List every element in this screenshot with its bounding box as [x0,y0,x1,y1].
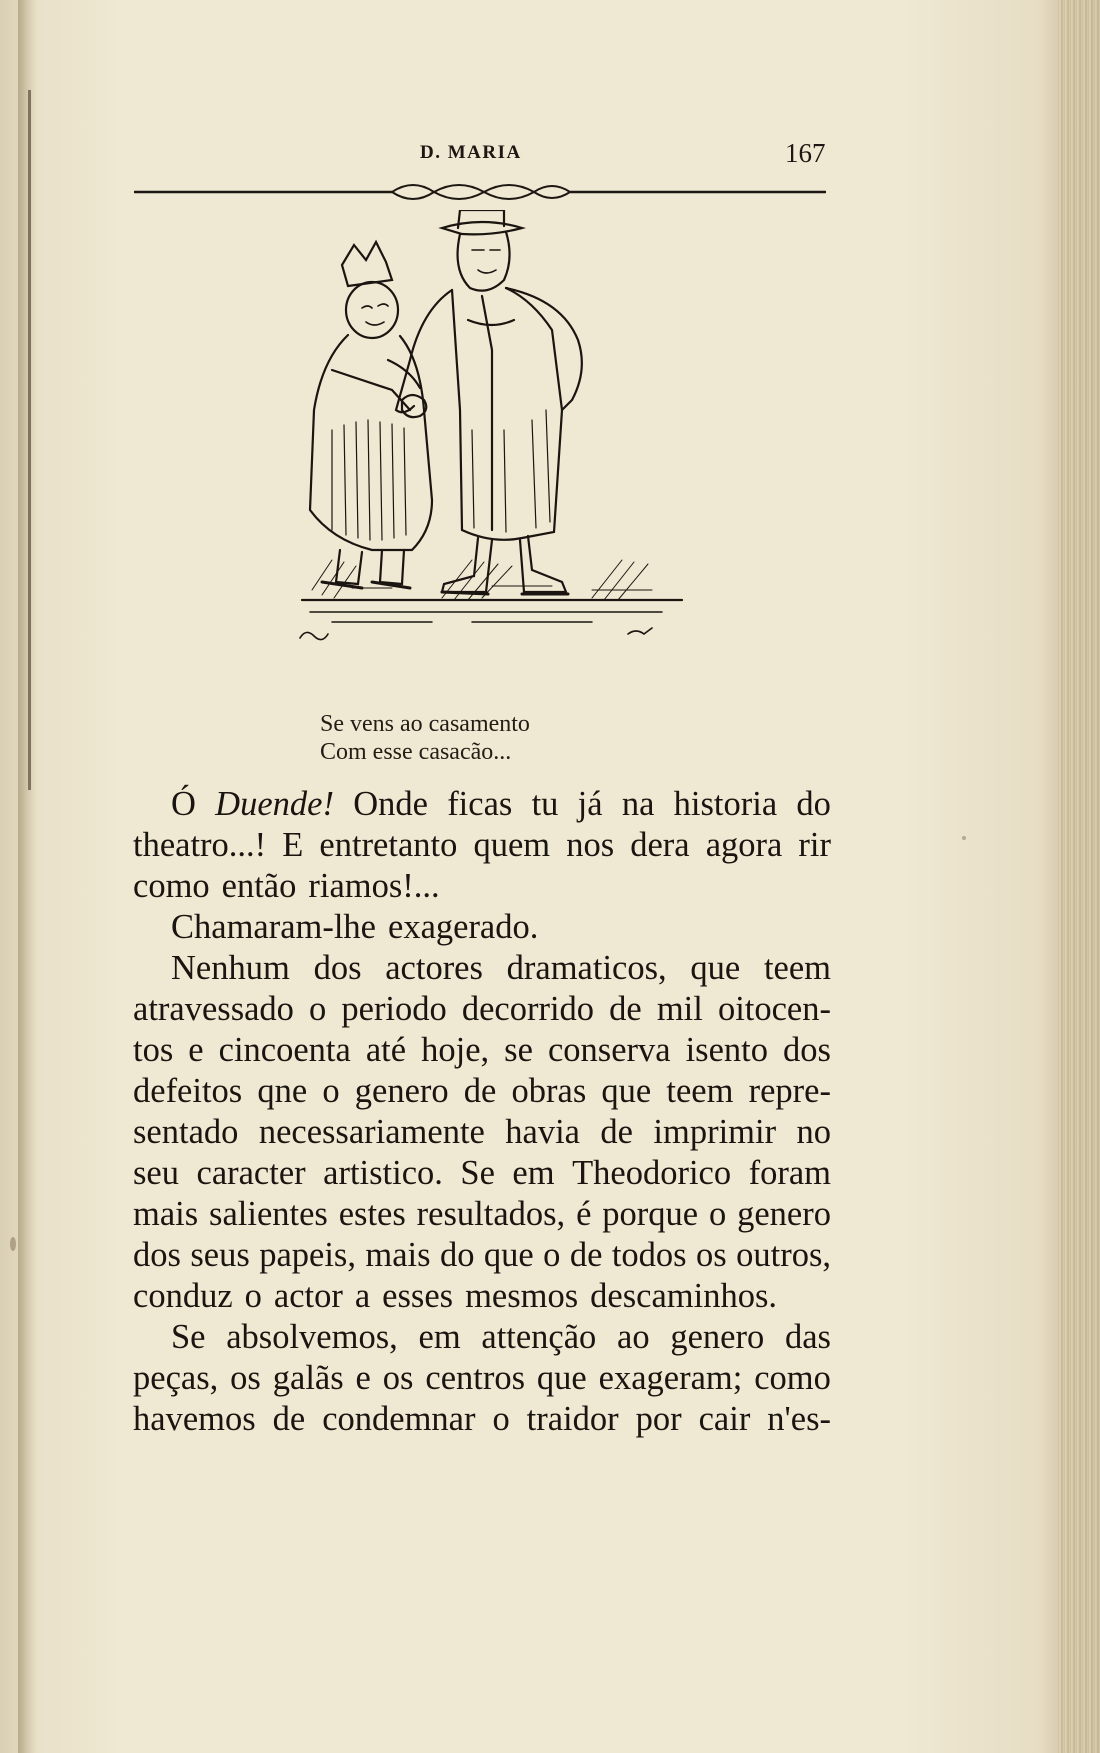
word: Theodorico [572,1154,732,1192]
word: genero [737,1195,831,1233]
word: obras [511,1072,587,1110]
word: no [796,1113,831,1151]
word: até [365,1031,407,1069]
word: havemos [133,1400,256,1438]
ink-speck [962,836,966,840]
word: centros [425,1359,526,1397]
text-line [133,989,831,1030]
word: agora [705,826,783,864]
word: em [512,1154,555,1192]
word: imprimir [653,1113,777,1151]
word: os [696,1236,727,1274]
ink-speck [10,1237,16,1251]
word: quem [473,826,551,864]
word: condemnar [322,1400,476,1438]
engraving-two-figures-icon [292,210,692,680]
word: de [609,990,642,1028]
text-line [133,825,831,866]
caption-line: Com esse casacão... [320,739,512,765]
word: salientes [209,1195,328,1233]
word: o [492,1400,510,1438]
word: historia [673,785,778,823]
word: o [543,1236,561,1274]
page-edges [1058,0,1100,1753]
word: galãs [272,1359,344,1397]
word: sentado [133,1113,239,1151]
word: e [355,1359,371,1397]
word: Se [171,1318,206,1356]
word: do [796,785,831,823]
word: cincoenta [218,1031,351,1069]
text-line [133,1358,831,1399]
word: que [690,949,741,987]
word: nos [566,826,615,864]
word: rir [798,826,831,864]
word: actor [273,1277,343,1315]
word: exagerado. [388,908,539,946]
word: esses [382,1277,454,1315]
text-line [133,1276,831,1317]
word: todos [611,1236,687,1274]
word: de [463,1072,497,1110]
word: conduz [133,1277,233,1315]
word: actores [385,949,483,987]
word: absolvemos, [226,1318,398,1356]
word: o [322,1072,340,1110]
word: tu [531,785,559,823]
page-spine-shadow [18,0,36,1753]
text-line [133,1071,831,1112]
text-line [133,1153,831,1194]
word: mil [656,990,703,1028]
word: cair [698,1400,751,1438]
word: peças, [133,1359,219,1397]
word: atravessado [133,990,294,1028]
word: seus [190,1236,250,1274]
word: qne [257,1072,308,1110]
word: n'es- [767,1400,831,1438]
word: dera [630,826,690,864]
word: mais [365,1236,431,1274]
word: mais [133,1195,199,1233]
word: ficas [447,785,513,823]
word: e [188,1031,204,1069]
word: decorrido [461,990,595,1028]
word: em [418,1318,461,1356]
word: estes [338,1195,406,1233]
word: por [635,1400,682,1438]
word: que [536,1359,587,1397]
word: Duende! [215,785,334,823]
word: conserva [547,1031,671,1069]
word: necessariamente [258,1113,485,1151]
word: de [569,1236,603,1274]
word: isento [685,1031,769,1069]
word: E [282,826,304,864]
word: caracter [196,1154,306,1192]
word: dramaticos, [506,949,667,987]
word: artistico. [323,1154,443,1192]
word: os [230,1359,261,1397]
word: como [754,1359,831,1397]
text-line [133,1399,831,1440]
word: attenção [481,1318,597,1356]
word: traidor [526,1400,619,1438]
page-number: 167 [785,138,826,168]
word: mesmos [465,1277,579,1315]
word: porque [602,1195,699,1233]
word: dos [313,949,362,987]
word: Onde [353,785,428,823]
word: entretanto [319,826,458,864]
caption-line: Se vens ao casamento [320,711,530,737]
body-text [133,784,831,1440]
running-title: D. MARIA [420,142,522,163]
word: resultados, [416,1195,566,1233]
text-line [133,948,831,989]
word: se [504,1031,533,1069]
word: teem [763,949,831,987]
word: periodo [341,990,447,1028]
word: descaminhos. [590,1277,778,1315]
text-line [133,1235,831,1276]
word: exageram; [598,1359,743,1397]
word: hoje, [421,1031,490,1069]
word: Ó [171,785,196,823]
text-line [133,866,831,907]
word: foram [748,1154,831,1192]
word: tos [133,1031,174,1069]
word: seu [133,1154,179,1192]
word: dos [783,1031,831,1069]
text-line [133,907,831,948]
word: do [439,1236,475,1274]
word: das [784,1318,831,1356]
text-line [133,1194,831,1235]
word: o [708,1195,727,1233]
word: já [577,785,603,823]
word: repre- [748,1072,831,1110]
word: na [621,785,655,823]
word: teem [666,1072,734,1110]
word: Chamaram-lhe [171,908,376,946]
word: genero [354,1072,449,1110]
word: como [133,867,210,905]
illustration-caption [320,710,530,766]
text-line [133,784,831,825]
word: é [576,1195,592,1233]
word: havia [505,1113,580,1151]
word: oitocen- [717,990,831,1028]
word: genero [670,1318,765,1356]
word: que [601,1072,652,1110]
word: o [244,1277,262,1315]
binding-edge [28,90,31,790]
word: os [382,1359,414,1397]
word: ao [617,1318,650,1356]
word: Se [460,1154,495,1192]
running-head [0,138,1100,168]
word: theatro...! [133,826,267,864]
text-line [133,1030,831,1071]
word: defeitos [133,1072,243,1110]
word: outros, [736,1236,831,1274]
word: o [309,990,327,1028]
word: então [221,867,297,905]
word: de [600,1113,633,1151]
word: papeis, [259,1236,356,1274]
word: a [354,1277,371,1315]
text-line [133,1112,831,1153]
text-line [133,1317,831,1358]
word: que [483,1236,534,1274]
ornamental-rule [134,176,826,204]
word: riamos!... [308,867,440,905]
word: de [272,1400,306,1438]
word: dos [133,1236,181,1274]
word: Nenhum [171,949,290,987]
